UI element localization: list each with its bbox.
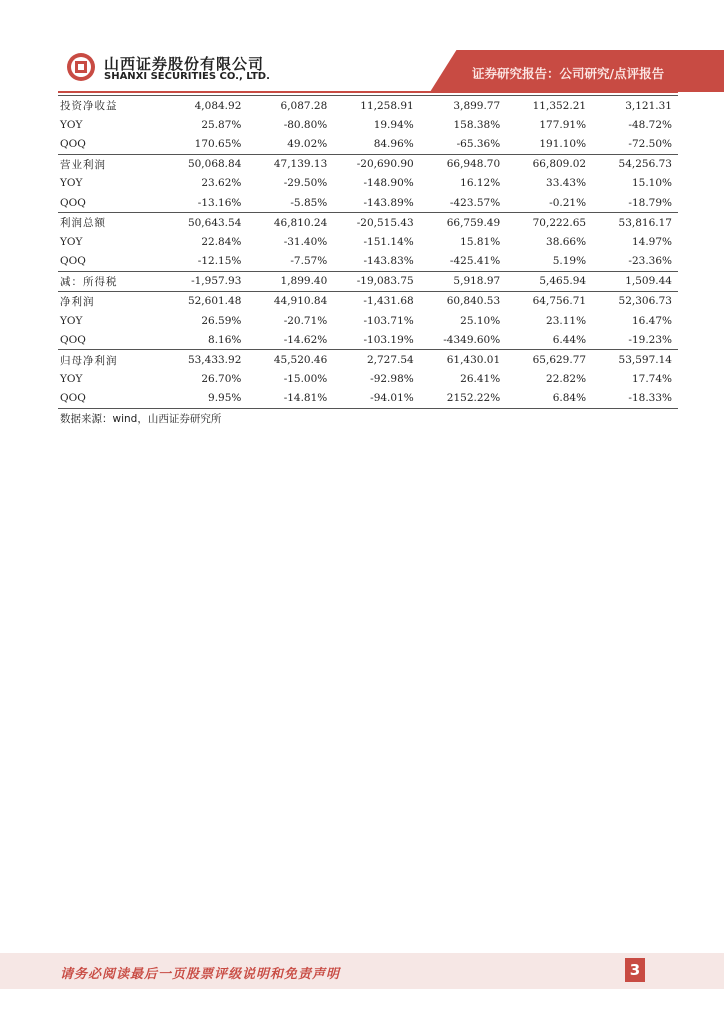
company-name-cn: 山西证券股份有限公司 <box>104 55 265 73</box>
table-cell: 50,643.54 <box>162 213 248 233</box>
table-cell: 11,352.21 <box>506 96 592 116</box>
table-cell: -1,957.93 <box>162 271 248 291</box>
table-cell: -0.21% <box>549 196 587 209</box>
row-label: QOQ <box>60 255 86 268</box>
table-row <box>58 232 678 251</box>
table-cell: 14.97% <box>631 235 672 248</box>
table-cell: -15.00% <box>283 373 328 386</box>
table-cell: 1,509.44 <box>592 271 678 291</box>
table-cell: -425.41% <box>449 255 501 268</box>
table-cell: -72.50% <box>628 137 672 150</box>
table-cell: -143.83% <box>363 255 414 268</box>
table-cell: 6,087.28 <box>247 96 333 116</box>
table-cell: -143.89% <box>363 196 414 209</box>
table-cell: -148.90% <box>363 177 414 190</box>
table-row <box>58 350 678 370</box>
table-cell: -4349.60% <box>443 333 501 346</box>
disclaimer-notice: 请务必阅读最后一页股票评级说明和免责声明 <box>60 967 341 982</box>
table-cell: 19.94% <box>373 118 414 131</box>
table-row <box>58 96 678 116</box>
table-cell: -19.23% <box>628 333 672 346</box>
row-label: YOY <box>60 235 83 248</box>
row-label: QOQ <box>58 389 162 409</box>
table-row <box>58 134 678 154</box>
table-cell: -14.62% <box>283 333 328 346</box>
table-cell: -103.19% <box>363 333 414 346</box>
table-cell: 5.19% <box>552 255 587 268</box>
table-cell: 22.84% <box>201 235 242 248</box>
table-cell: 3,899.77 <box>420 96 506 116</box>
table-cell: -31.40% <box>283 235 328 248</box>
table-cell: 4,084.92 <box>162 96 248 116</box>
table-cell: 17.74% <box>631 373 672 386</box>
table-cell: -18.79% <box>628 196 672 209</box>
table-cell: 46,810.24 <box>247 213 333 233</box>
report-type: 证券研究报告：公司研究/点评报告 <box>472 66 665 81</box>
table-row <box>58 174 678 193</box>
table-cell: 53,816.17 <box>592 213 678 233</box>
table-cell: 45,520.46 <box>247 350 333 370</box>
table-cell: 26.59% <box>201 314 242 327</box>
table-cell: 70,222.65 <box>506 213 592 233</box>
row-label: 归母净利润 <box>58 350 162 370</box>
table-cell: -14.81% <box>247 389 333 409</box>
table-cell: 5,465.94 <box>506 271 592 291</box>
row-label: YOY <box>60 118 83 131</box>
table-cell: -19,083.75 <box>333 271 419 291</box>
table-cell: -23.36% <box>628 255 672 268</box>
table-cell: 23.11% <box>546 314 587 327</box>
table-cell: 26.41% <box>460 373 501 386</box>
table-cell: 25.10% <box>460 314 501 327</box>
table-cell: 23.62% <box>201 177 242 190</box>
table-cell: -1,431.68 <box>333 291 419 311</box>
table-cell: 22.82% <box>546 373 587 386</box>
table-cell: 64,756.71 <box>506 291 592 311</box>
table-cell: 50,068.84 <box>162 154 248 174</box>
table-cell: 2152.22% <box>420 389 506 409</box>
table-cell: 158.38% <box>453 118 501 131</box>
table-row <box>58 311 678 330</box>
row-label: 利润总额 <box>58 213 162 233</box>
table-cell: 66,759.49 <box>420 213 506 233</box>
table-cell: -13.16% <box>197 196 242 209</box>
table-cell: 6.84% <box>506 389 592 409</box>
table-cell: -20,515.43 <box>333 213 419 233</box>
table-cell: -20,690.90 <box>333 154 419 174</box>
table-cell: 66,809.02 <box>506 154 592 174</box>
page-number: 3 <box>625 958 645 982</box>
row-label: YOY <box>60 177 83 190</box>
company-logo-icon <box>66 52 96 82</box>
table-row <box>58 193 678 213</box>
table-cell: -103.71% <box>363 314 414 327</box>
row-label: 减：所得税 <box>58 271 162 291</box>
row-label: QOQ <box>60 333 86 346</box>
table-cell: 2,727.54 <box>333 350 419 370</box>
table-cell: -80.80% <box>283 118 328 131</box>
table-cell: -48.72% <box>628 118 672 131</box>
table-row <box>58 213 678 233</box>
table-cell: 5,918.97 <box>420 271 506 291</box>
table-cell: -18.33% <box>592 389 678 409</box>
table-cell: 16.47% <box>631 314 672 327</box>
row-label: 营业利润 <box>58 154 162 174</box>
table-row <box>58 115 678 134</box>
table-row <box>58 330 678 350</box>
table-cell: 33.43% <box>546 177 587 190</box>
table-cell: 65,629.77 <box>506 350 592 370</box>
table-cell: 170.65% <box>194 137 242 150</box>
table-cell: 16.12% <box>460 177 501 190</box>
table-cell: 44,910.84 <box>247 291 333 311</box>
table-cell: 6.44% <box>552 333 587 346</box>
table-row <box>58 370 678 389</box>
table-cell: 8.16% <box>208 333 242 346</box>
table-cell: 53,597.14 <box>592 350 678 370</box>
table-cell: 3,121.31 <box>592 96 678 116</box>
table-cell: -7.57% <box>290 255 328 268</box>
table-cell: 9.95% <box>162 389 248 409</box>
table-row <box>58 389 678 409</box>
table-cell: -12.15% <box>197 255 242 268</box>
table-cell: 191.10% <box>539 137 587 150</box>
table-cell: 11,258.91 <box>333 96 419 116</box>
table-cell: 66,948.70 <box>420 154 506 174</box>
table-cell: 38.66% <box>546 235 587 248</box>
row-label: QOQ <box>60 137 86 150</box>
table-cell: 53,433.92 <box>162 350 248 370</box>
table-cell: 15.81% <box>460 235 501 248</box>
table-cell: 49.02% <box>287 137 328 150</box>
table-cell: 15.10% <box>631 177 672 190</box>
table-cell: -5.85% <box>290 196 328 209</box>
financial-table <box>58 95 678 409</box>
table-row <box>58 271 678 291</box>
table-cell: 54,256.73 <box>592 154 678 174</box>
table-cell: 60,840.53 <box>420 291 506 311</box>
table-cell: -94.01% <box>333 389 419 409</box>
table-cell: -423.57% <box>449 196 501 209</box>
table-row <box>58 154 678 174</box>
table-cell: 177.91% <box>539 118 587 131</box>
table-row <box>58 252 678 272</box>
header-divider <box>58 91 678 93</box>
page-header <box>0 0 724 92</box>
table-cell: -65.36% <box>456 137 501 150</box>
row-label: QOQ <box>60 196 86 209</box>
table-cell: -29.50% <box>283 177 328 190</box>
table-cell: 26.70% <box>201 373 242 386</box>
table-cell: 61,430.01 <box>420 350 506 370</box>
table-row <box>58 291 678 311</box>
table-cell: -20.71% <box>283 314 328 327</box>
table-cell: 1,899.40 <box>247 271 333 291</box>
row-label: 投资净收益 <box>58 96 162 116</box>
table-cell: 47,139.13 <box>247 154 333 174</box>
row-label: 净利润 <box>58 291 162 311</box>
table-cell: -92.98% <box>370 373 414 386</box>
table-cell: -151.14% <box>363 235 414 248</box>
row-label: YOY <box>60 314 83 327</box>
table-cell: 52,601.48 <box>162 291 248 311</box>
table-cell: 84.96% <box>373 137 414 150</box>
company-name-en: SHANXI SECURITIES CO., LTD. <box>104 71 270 82</box>
data-source: 数据来源：wind，山西证券研究所 <box>60 413 222 425</box>
table-cell: 25.87% <box>201 118 242 131</box>
table-cell: 52,306.73 <box>592 291 678 311</box>
row-label: YOY <box>60 373 83 386</box>
